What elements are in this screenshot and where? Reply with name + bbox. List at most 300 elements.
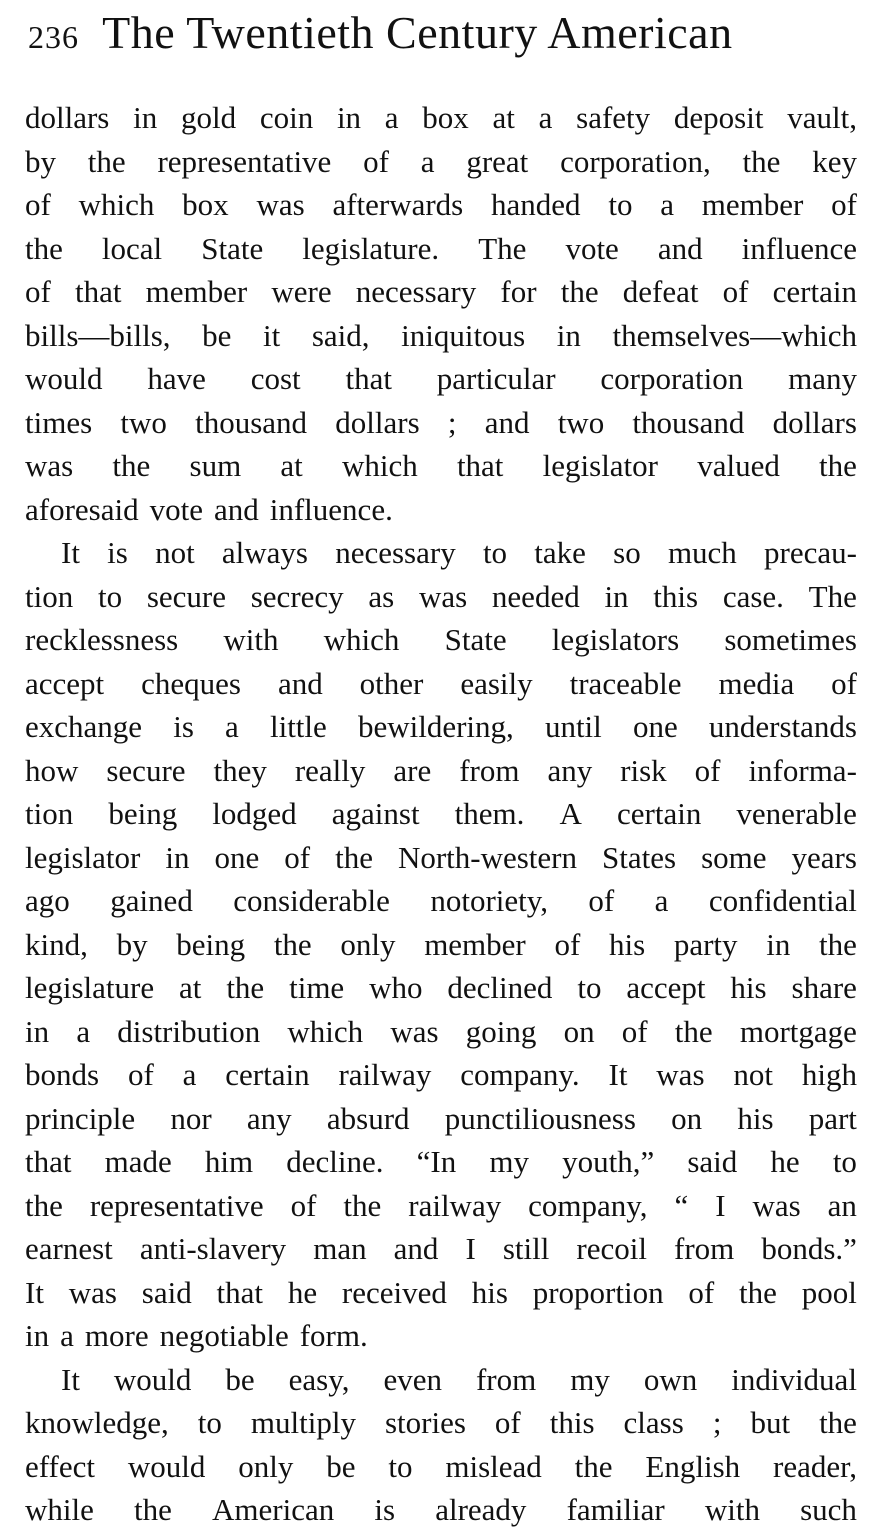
word: him xyxy=(204,1144,254,1179)
word: considerable xyxy=(233,883,390,918)
word: that xyxy=(216,1274,264,1310)
word: more xyxy=(84,1318,149,1353)
word: part xyxy=(808,1100,857,1136)
word: legislator xyxy=(542,448,658,483)
word: media xyxy=(718,665,795,701)
word: a xyxy=(420,143,435,179)
word: bonds.” xyxy=(761,1231,857,1266)
text-line xyxy=(25,488,857,532)
word: local xyxy=(101,230,163,266)
word: share xyxy=(791,970,857,1005)
word: a xyxy=(225,709,239,744)
word: not xyxy=(733,1057,773,1092)
word: legislator xyxy=(25,839,141,875)
word: until xyxy=(544,709,602,744)
word: it xyxy=(263,317,281,353)
word: gained xyxy=(110,883,193,918)
word: precau- xyxy=(764,535,857,570)
word: and xyxy=(277,665,323,701)
word: defeat xyxy=(622,274,699,309)
word: afterwards xyxy=(332,187,464,222)
word: member xyxy=(701,187,804,222)
word: in xyxy=(556,317,581,353)
word: to xyxy=(608,187,633,222)
word: take xyxy=(534,535,586,570)
word: would xyxy=(113,1361,192,1397)
word: the xyxy=(819,926,857,962)
word: traceable xyxy=(569,665,682,701)
word: man xyxy=(313,1231,367,1266)
word: legislators xyxy=(551,622,680,657)
word: and xyxy=(393,1231,439,1266)
word: in xyxy=(133,100,158,135)
word: little xyxy=(269,709,327,744)
word: this xyxy=(653,578,699,614)
word: confidential xyxy=(708,883,857,918)
text-line xyxy=(25,1097,857,1141)
word: themselves—which xyxy=(612,317,857,353)
word: the xyxy=(226,970,265,1005)
word: his xyxy=(737,1100,774,1136)
word: the xyxy=(674,1013,713,1049)
word: of xyxy=(688,1274,715,1310)
word: valued xyxy=(697,448,780,483)
word: two xyxy=(557,404,605,440)
running-head xyxy=(28,6,858,56)
word: It xyxy=(61,535,80,570)
text-line xyxy=(25,1010,857,1054)
word: of xyxy=(621,1013,648,1049)
word: ; xyxy=(447,404,457,440)
word: with xyxy=(223,622,279,657)
word: he xyxy=(287,1274,318,1310)
word: box xyxy=(422,100,469,135)
word: vault, xyxy=(787,100,857,135)
word: for xyxy=(500,274,537,309)
text-line xyxy=(25,1314,857,1358)
word: the xyxy=(343,1187,382,1223)
word: his xyxy=(471,1274,508,1310)
text-line xyxy=(25,1358,857,1402)
word: be xyxy=(202,317,232,353)
word: sum xyxy=(189,448,242,483)
word: are xyxy=(393,752,432,788)
word: so xyxy=(613,535,641,570)
word: other xyxy=(359,665,424,701)
word: handed xyxy=(491,187,581,222)
word: on xyxy=(671,1100,703,1136)
word: they xyxy=(213,752,267,788)
word: kind, xyxy=(25,926,88,962)
word: at xyxy=(179,970,202,1005)
word: accept xyxy=(25,665,105,701)
text-line xyxy=(25,531,857,575)
word: dollars xyxy=(335,404,420,440)
word: time xyxy=(289,970,345,1005)
word: times xyxy=(25,404,93,440)
word: mortgage xyxy=(739,1013,857,1049)
word: but xyxy=(750,1405,791,1440)
word: key xyxy=(812,143,857,179)
word: absurd xyxy=(326,1100,410,1136)
word: from xyxy=(475,1361,537,1397)
word: have xyxy=(147,361,206,396)
word: against xyxy=(331,796,420,831)
word: cost xyxy=(250,361,301,396)
word: bewildering, xyxy=(357,709,514,744)
word: The xyxy=(478,230,527,266)
text-line xyxy=(25,1227,857,1271)
word: negotiable xyxy=(159,1318,289,1353)
text-line xyxy=(25,444,857,488)
text-line xyxy=(25,357,857,401)
text-line xyxy=(25,96,857,140)
word: a xyxy=(384,100,399,135)
word: to xyxy=(97,578,123,614)
word: in xyxy=(165,839,190,875)
word: be xyxy=(326,1448,356,1484)
word: that xyxy=(25,1144,72,1179)
word: as xyxy=(368,578,395,614)
word: States xyxy=(602,839,677,875)
word: of xyxy=(25,187,51,222)
text-line xyxy=(25,662,857,706)
word: particular xyxy=(436,361,556,396)
word: an xyxy=(827,1187,857,1223)
word: party xyxy=(673,926,738,962)
word: coin xyxy=(259,100,314,135)
word: was xyxy=(752,1187,801,1223)
word: easily xyxy=(460,665,533,701)
word: It xyxy=(608,1057,628,1092)
word: secure xyxy=(146,578,226,614)
word: only xyxy=(340,926,396,962)
word: ; xyxy=(712,1405,722,1440)
word: mislead xyxy=(445,1448,542,1484)
word: and xyxy=(657,230,703,266)
word: American xyxy=(212,1492,335,1527)
word: was xyxy=(656,1057,705,1092)
word: said xyxy=(141,1274,192,1310)
word: many xyxy=(788,361,857,396)
word: in xyxy=(25,1013,50,1049)
text-line xyxy=(25,1053,857,1097)
word: company. xyxy=(460,1057,580,1092)
text-line xyxy=(25,270,857,314)
page-number: 236 xyxy=(28,19,79,55)
word: that xyxy=(74,274,122,309)
word: his xyxy=(608,926,646,962)
word: representative xyxy=(157,143,332,179)
word: much xyxy=(667,535,737,570)
word: certain xyxy=(772,274,857,309)
word: some xyxy=(701,839,767,875)
word: the xyxy=(742,143,781,179)
word: being xyxy=(108,796,178,831)
word: cheques xyxy=(141,665,241,701)
text-line xyxy=(25,1401,857,1445)
word: to xyxy=(388,1448,413,1484)
word: youth,” xyxy=(562,1144,655,1179)
word: secrecy xyxy=(250,578,344,614)
word: would xyxy=(127,1448,206,1484)
word: them. xyxy=(454,796,525,831)
word: of xyxy=(831,187,857,222)
body-text xyxy=(25,96,857,1532)
word: recoil xyxy=(576,1231,647,1266)
word: any xyxy=(246,1100,292,1136)
word: punctiliousness xyxy=(444,1100,636,1136)
word: the xyxy=(87,143,126,179)
word: iniquitous xyxy=(401,317,526,353)
word: one xyxy=(214,839,260,875)
word: is xyxy=(173,709,194,744)
word: notoriety, xyxy=(430,883,548,918)
word: pool xyxy=(801,1274,857,1310)
word: I xyxy=(465,1231,476,1266)
word: a xyxy=(76,1013,91,1049)
word: who xyxy=(369,970,423,1005)
word: that xyxy=(345,361,392,396)
word: It xyxy=(25,1274,44,1310)
word: by xyxy=(25,143,56,179)
word: always xyxy=(221,535,308,570)
word: effect xyxy=(25,1448,95,1484)
word: exchange xyxy=(25,709,143,744)
word: earnest xyxy=(25,1231,113,1266)
word: aforesaid xyxy=(25,491,139,527)
word: two xyxy=(120,404,167,440)
word: own xyxy=(643,1361,698,1397)
word: the xyxy=(819,1405,857,1440)
word: necessary xyxy=(335,535,456,570)
word: to xyxy=(482,535,508,570)
word: understands xyxy=(708,709,857,744)
word: I xyxy=(715,1187,726,1223)
word: stories xyxy=(384,1405,466,1440)
word: dollars xyxy=(772,404,857,440)
word: legislature. xyxy=(302,230,440,266)
word: ago xyxy=(25,883,70,918)
word: in xyxy=(766,926,791,962)
word: how xyxy=(25,752,79,788)
word: in xyxy=(25,1318,50,1353)
word: was xyxy=(25,448,74,483)
word: legislature xyxy=(25,970,155,1005)
word: of xyxy=(363,143,389,179)
word: going xyxy=(465,1013,537,1049)
word: of xyxy=(831,665,857,701)
word: not xyxy=(155,535,195,570)
word: railway xyxy=(338,1057,432,1092)
word: of xyxy=(284,839,311,875)
word: class xyxy=(623,1405,684,1440)
word: member xyxy=(145,274,248,309)
word: corporation xyxy=(600,361,744,396)
word: and xyxy=(484,404,530,440)
word: knowledge, xyxy=(25,1405,169,1440)
word: which xyxy=(323,622,400,657)
word: State xyxy=(201,230,264,266)
word: the xyxy=(25,230,63,266)
word: said, xyxy=(311,317,370,353)
word: needed xyxy=(491,578,580,614)
word: bonds xyxy=(25,1057,100,1092)
text-line xyxy=(25,836,857,880)
word: is xyxy=(374,1492,396,1527)
word: “ xyxy=(674,1187,689,1223)
word: form. xyxy=(299,1318,368,1353)
word: be xyxy=(225,1361,255,1397)
text-line xyxy=(25,227,857,271)
word: and xyxy=(213,491,259,527)
word: recklessness xyxy=(25,622,179,657)
word: of xyxy=(290,1187,317,1223)
word: English xyxy=(645,1448,741,1484)
text-line xyxy=(25,792,857,836)
text-line xyxy=(25,1271,857,1315)
text-line xyxy=(25,1140,857,1184)
word: gold xyxy=(180,100,237,135)
word: a xyxy=(538,100,553,135)
word: of xyxy=(722,274,749,309)
word: declined xyxy=(447,970,553,1005)
word: company, xyxy=(528,1187,648,1223)
word: dollars xyxy=(25,100,110,135)
word: tion xyxy=(25,578,74,614)
word: already xyxy=(435,1492,527,1527)
text-line xyxy=(25,923,857,967)
word: “In xyxy=(416,1144,457,1179)
word: a xyxy=(182,1057,197,1092)
word: said xyxy=(687,1144,738,1179)
word: the xyxy=(134,1492,172,1527)
word: vote xyxy=(149,491,203,527)
word: member xyxy=(424,926,526,962)
word: risk xyxy=(620,752,667,788)
word: anti-slavery xyxy=(139,1231,287,1266)
word: a xyxy=(60,1318,74,1353)
word: the xyxy=(560,274,599,309)
word: bills—bills, xyxy=(25,317,171,353)
word: the xyxy=(574,1448,613,1484)
word: decline. xyxy=(286,1144,384,1179)
word: distribution xyxy=(117,1013,261,1049)
word: accept xyxy=(626,970,706,1005)
text-line xyxy=(25,183,857,227)
word: corporation, xyxy=(560,143,711,179)
word: to xyxy=(197,1405,222,1440)
word: with xyxy=(704,1492,760,1527)
word: made xyxy=(104,1144,172,1179)
word: still xyxy=(502,1231,550,1266)
word: of xyxy=(588,883,615,918)
text-line xyxy=(25,401,857,445)
word: was xyxy=(390,1013,439,1049)
text-line xyxy=(25,618,857,662)
word: his xyxy=(730,970,767,1005)
word: was xyxy=(256,187,305,222)
word: the xyxy=(25,1187,63,1223)
word: certain xyxy=(617,796,702,831)
text-line xyxy=(25,575,857,619)
word: in xyxy=(604,578,629,614)
word: deposit xyxy=(673,100,764,135)
word: by xyxy=(116,926,148,962)
word: while xyxy=(25,1492,94,1527)
word: at xyxy=(492,100,515,135)
word: the xyxy=(335,839,373,875)
word: received xyxy=(341,1274,447,1310)
word: certain xyxy=(225,1057,310,1092)
word: to xyxy=(577,970,602,1005)
word: informa- xyxy=(748,752,857,788)
word: my xyxy=(570,1361,610,1397)
word: It xyxy=(61,1361,80,1397)
word: representative xyxy=(89,1187,264,1223)
word: secure xyxy=(106,752,186,788)
word: State xyxy=(444,622,507,657)
word: vote xyxy=(565,230,619,266)
text-line xyxy=(25,705,857,749)
text-line xyxy=(25,140,857,184)
word: which xyxy=(341,448,418,483)
word: only xyxy=(238,1448,294,1484)
word: he xyxy=(770,1144,800,1179)
word: North-western xyxy=(397,839,578,875)
word: the xyxy=(112,448,151,483)
word: which xyxy=(78,187,155,222)
word: a xyxy=(660,187,675,222)
word: a xyxy=(654,883,669,918)
text-line xyxy=(25,966,857,1010)
word: of xyxy=(694,752,721,788)
word: such xyxy=(800,1492,857,1527)
word: being xyxy=(176,926,246,962)
word: safety xyxy=(576,100,651,135)
word: A xyxy=(559,796,582,831)
word: which xyxy=(287,1013,364,1049)
word: were xyxy=(271,274,332,309)
word: the xyxy=(819,448,857,483)
text-line xyxy=(25,1488,857,1532)
word: this xyxy=(549,1405,595,1440)
word: the xyxy=(739,1274,777,1310)
word: to xyxy=(832,1144,857,1179)
word: venerable xyxy=(736,796,857,831)
word: of xyxy=(25,274,51,309)
word: in xyxy=(336,100,362,135)
word: was xyxy=(68,1274,117,1310)
word: from xyxy=(459,752,520,788)
text-line xyxy=(25,314,857,358)
word: lodged xyxy=(212,796,297,831)
word: thousand xyxy=(632,404,745,440)
word: tion xyxy=(25,796,74,831)
word: even xyxy=(383,1361,442,1397)
word: railway xyxy=(408,1187,502,1223)
word: multiply xyxy=(250,1405,356,1440)
word: familiar xyxy=(566,1492,665,1527)
word: at xyxy=(280,448,303,483)
word: nor xyxy=(170,1100,212,1136)
word: that xyxy=(456,448,504,483)
word: reader, xyxy=(773,1448,857,1484)
word: years xyxy=(791,839,857,875)
word: was xyxy=(418,578,468,614)
text-line xyxy=(25,1445,857,1489)
word: necessary xyxy=(355,274,477,309)
